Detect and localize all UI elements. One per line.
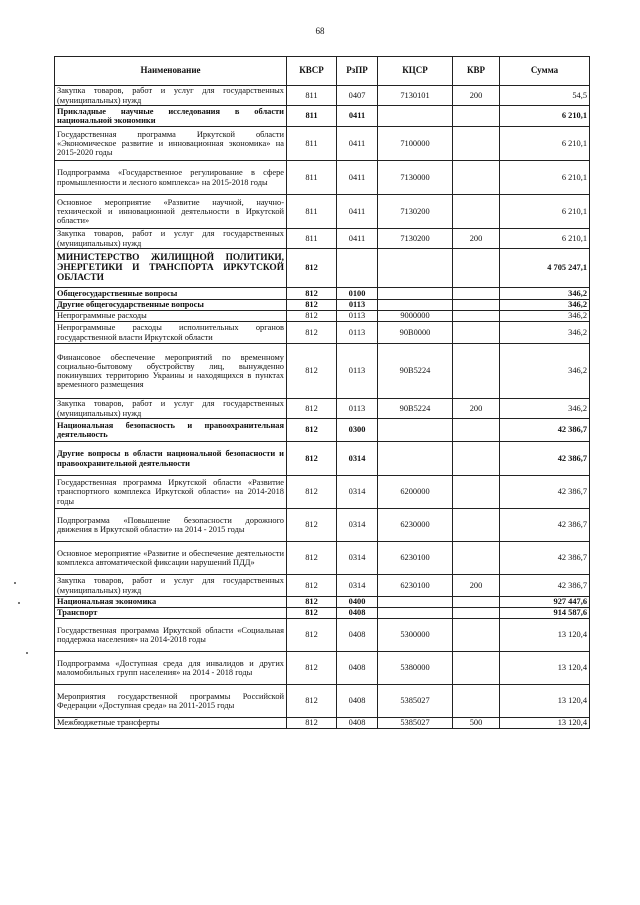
cell-sum: 346,2 bbox=[500, 399, 590, 419]
cell-kcsr bbox=[378, 419, 453, 442]
cell-kcsr: 90В5224 bbox=[378, 399, 453, 419]
cell-sum: 54,5 bbox=[500, 86, 590, 106]
cell-kvr bbox=[453, 476, 500, 509]
cell-sum: 914 587,6 bbox=[500, 608, 590, 619]
cell-sum: 346,2 bbox=[500, 322, 590, 344]
cell-rzpr: 0411 bbox=[337, 127, 378, 161]
cell-kvsr: 812 bbox=[287, 718, 337, 729]
cell-sum: 42 386,7 bbox=[500, 542, 590, 575]
cell-name: Непрограммные расходы исполнительных органов государственной власти Иркутской области bbox=[55, 322, 287, 344]
cell-sum: 13 120,4 bbox=[500, 619, 590, 652]
cell-name: Подпрограмма «Государственное регулирование в сфере промышленности и лесного комплекса» на 2015-2018 годы bbox=[55, 161, 287, 195]
cell-rzpr: 0314 bbox=[337, 575, 378, 597]
cell-rzpr: 0113 bbox=[337, 344, 378, 399]
cell-kcsr: 6230000 bbox=[378, 509, 453, 542]
cell-rzpr: 0408 bbox=[337, 685, 378, 718]
cell-kvsr: 812 bbox=[287, 249, 337, 288]
cell-kvsr: 812 bbox=[287, 685, 337, 718]
cell-kcsr: 5385027 bbox=[378, 685, 453, 718]
cell-rzpr bbox=[337, 249, 378, 288]
cell-rzpr: 0314 bbox=[337, 509, 378, 542]
cell-sum: 42 386,7 bbox=[500, 442, 590, 476]
header-sum: Сумма bbox=[500, 57, 590, 86]
cell-kvr bbox=[453, 288, 500, 300]
cell-kvr bbox=[453, 127, 500, 161]
table-row bbox=[55, 575, 590, 597]
cell-name: Другие вопросы в области национальной безопасности и правоохранительной деятельности bbox=[55, 442, 287, 476]
table-row bbox=[55, 86, 590, 106]
table-row bbox=[55, 195, 590, 229]
cell-rzpr: 0407 bbox=[337, 86, 378, 106]
cell-rzpr: 0300 bbox=[337, 419, 378, 442]
cell-name: Государственная программа Иркутской области «Экономическое развитие и инновационная экономика» на 2015-2020 годы bbox=[55, 127, 287, 161]
cell-name: Финансовое обеспечение мероприятий по временному социально-бытовому обустройству лиц, вынужденно покинувших территорию Украины и находящихся в пунктах временного размещения bbox=[55, 344, 287, 399]
cell-rzpr: 0408 bbox=[337, 652, 378, 685]
cell-kcsr: 90В5224 bbox=[378, 344, 453, 399]
cell-name: Межбюджетные трансферты bbox=[55, 718, 287, 729]
cell-kcsr bbox=[378, 597, 453, 608]
cell-rzpr: 0113 bbox=[337, 311, 378, 322]
cell-kvr bbox=[453, 608, 500, 619]
cell-sum: 6 210,1 bbox=[500, 127, 590, 161]
cell-kvr bbox=[453, 161, 500, 195]
cell-sum: 4 705 247,1 bbox=[500, 249, 590, 288]
table-row bbox=[55, 288, 590, 300]
cell-kvsr: 812 bbox=[287, 288, 337, 300]
cell-name: Национальная безопасность и правоохранительная деятельность bbox=[55, 419, 287, 442]
cell-name: Прикладные научные исследования в области национальной экономики bbox=[55, 106, 287, 127]
cell-sum: 42 386,7 bbox=[500, 476, 590, 509]
table-row bbox=[55, 476, 590, 509]
cell-name: Государственная программа Иркутской области «Развитие транспортного комплекса Иркутской области» на 2014-2018 годы bbox=[55, 476, 287, 509]
cell-name: Закупка товаров, работ и услуг для государственных (муниципальных) нужд bbox=[55, 229, 287, 249]
cell-kcsr bbox=[378, 288, 453, 300]
cell-name: Закупка товаров, работ и услуг для государственных (муниципальных) нужд bbox=[55, 86, 287, 106]
header-rzpr: РзПР bbox=[337, 57, 378, 86]
header-kvr: КВР bbox=[453, 57, 500, 86]
cell-kvr bbox=[453, 195, 500, 229]
table-row bbox=[55, 300, 590, 311]
cell-kvsr: 812 bbox=[287, 442, 337, 476]
cell-kvsr: 812 bbox=[287, 597, 337, 608]
cell-kcsr: 6200000 bbox=[378, 476, 453, 509]
cell-sum: 42 386,7 bbox=[500, 419, 590, 442]
cell-kcsr: 90В0000 bbox=[378, 322, 453, 344]
cell-kvsr: 811 bbox=[287, 195, 337, 229]
cell-kvsr: 812 bbox=[287, 476, 337, 509]
cell-kvsr: 812 bbox=[287, 311, 337, 322]
cell-kvr bbox=[453, 311, 500, 322]
cell-kcsr: 7130200 bbox=[378, 195, 453, 229]
cell-sum: 13 120,4 bbox=[500, 685, 590, 718]
cell-kvsr: 812 bbox=[287, 344, 337, 399]
cell-sum: 42 386,7 bbox=[500, 509, 590, 542]
cell-rzpr: 0411 bbox=[337, 161, 378, 195]
cell-kcsr: 7130200 bbox=[378, 229, 453, 249]
table-row bbox=[55, 311, 590, 322]
cell-kvr bbox=[453, 652, 500, 685]
scan-speck bbox=[26, 652, 28, 654]
cell-kvsr: 812 bbox=[287, 419, 337, 442]
page-number: 68 bbox=[315, 26, 325, 36]
cell-kvr bbox=[453, 419, 500, 442]
cell-kcsr: 7130000 bbox=[378, 161, 453, 195]
cell-rzpr: 0314 bbox=[337, 476, 378, 509]
cell-rzpr: 0113 bbox=[337, 322, 378, 344]
cell-kvsr: 811 bbox=[287, 161, 337, 195]
cell-sum: 6 210,1 bbox=[500, 106, 590, 127]
header-kvsr: КВСР bbox=[287, 57, 337, 86]
cell-name: Основное мероприятие «Развитие научной, научно-технической и инновационной деятельности в Иркутской области» bbox=[55, 195, 287, 229]
cell-kvr bbox=[453, 249, 500, 288]
table-row bbox=[55, 597, 590, 608]
cell-sum: 346,2 bbox=[500, 300, 590, 311]
cell-name: Общегосударственные вопросы bbox=[55, 288, 287, 300]
cell-rzpr: 0411 bbox=[337, 229, 378, 249]
table-row bbox=[55, 718, 590, 729]
cell-rzpr: 0408 bbox=[337, 619, 378, 652]
cell-rzpr: 0113 bbox=[337, 300, 378, 311]
cell-kvsr: 812 bbox=[287, 619, 337, 652]
cell-sum: 6 210,1 bbox=[500, 161, 590, 195]
cell-kvr: 200 bbox=[453, 229, 500, 249]
cell-kvsr: 812 bbox=[287, 399, 337, 419]
cell-rzpr: 0411 bbox=[337, 106, 378, 127]
cell-kcsr: 7130101 bbox=[378, 86, 453, 106]
cell-rzpr: 0408 bbox=[337, 608, 378, 619]
cell-name: МИНИСТЕРСТВО ЖИЛИЩНОЙ ПОЛИТИКИ, ЭНЕРГЕТИКИ И ТРАНСПОРТА ИРКУТСКОЙ ОБЛАСТИ bbox=[55, 249, 287, 288]
scan-speck bbox=[14, 582, 16, 584]
cell-name: Основное мероприятие «Развитие и обеспечение деятельности комплекса автоматической фиксации нарушений ПДД» bbox=[55, 542, 287, 575]
table-row bbox=[55, 161, 590, 195]
cell-kvsr: 812 bbox=[287, 509, 337, 542]
header-kcsr: КЦСР bbox=[378, 57, 453, 86]
cell-kcsr bbox=[378, 608, 453, 619]
cell-kvsr: 811 bbox=[287, 229, 337, 249]
cell-rzpr: 0314 bbox=[337, 542, 378, 575]
cell-sum: 13 120,4 bbox=[500, 652, 590, 685]
cell-kvsr: 812 bbox=[287, 652, 337, 685]
cell-kcsr bbox=[378, 442, 453, 476]
scan-speck bbox=[18, 602, 20, 604]
cell-sum: 346,2 bbox=[500, 311, 590, 322]
table-row bbox=[55, 322, 590, 344]
cell-kvsr: 812 bbox=[287, 575, 337, 597]
table-row bbox=[55, 442, 590, 476]
cell-kvsr: 811 bbox=[287, 127, 337, 161]
cell-kcsr: 7100000 bbox=[378, 127, 453, 161]
cell-kcsr: 9000000 bbox=[378, 311, 453, 322]
cell-kvr bbox=[453, 619, 500, 652]
table-row bbox=[55, 619, 590, 652]
cell-kvr bbox=[453, 300, 500, 311]
cell-kcsr bbox=[378, 300, 453, 311]
table-row bbox=[55, 509, 590, 542]
cell-rzpr: 0408 bbox=[337, 718, 378, 729]
table-header-row bbox=[55, 57, 590, 86]
cell-kcsr bbox=[378, 106, 453, 127]
table-row bbox=[55, 419, 590, 442]
table-row bbox=[55, 249, 590, 288]
cell-kvr bbox=[453, 344, 500, 399]
cell-kcsr: 6230100 bbox=[378, 575, 453, 597]
cell-kvr bbox=[453, 442, 500, 476]
cell-name: Подпрограмма «Доступная среда для инвалидов и других маломобильных групп населения» на 2014 - 2018 годы bbox=[55, 652, 287, 685]
cell-rzpr: 0100 bbox=[337, 288, 378, 300]
cell-sum: 42 386,7 bbox=[500, 575, 590, 597]
cell-rzpr: 0314 bbox=[337, 442, 378, 476]
cell-kvr: 500 bbox=[453, 718, 500, 729]
cell-name: Транспорт bbox=[55, 608, 287, 619]
cell-kvr bbox=[453, 685, 500, 718]
cell-name: Мероприятия государственной программы Российской Федерации «Доступная среда» на 2011-2015 годы bbox=[55, 685, 287, 718]
cell-kcsr: 5385027 bbox=[378, 718, 453, 729]
table-row bbox=[55, 127, 590, 161]
cell-kvr bbox=[453, 106, 500, 127]
cell-rzpr: 0400 bbox=[337, 597, 378, 608]
cell-kvr bbox=[453, 509, 500, 542]
cell-sum: 346,2 bbox=[500, 344, 590, 399]
cell-kvr: 200 bbox=[453, 575, 500, 597]
cell-sum: 6 210,1 bbox=[500, 229, 590, 249]
cell-kcsr bbox=[378, 249, 453, 288]
cell-name: Непрограммные расходы bbox=[55, 311, 287, 322]
cell-name: Национальная экономика bbox=[55, 597, 287, 608]
table-row bbox=[55, 685, 590, 718]
table-row bbox=[55, 608, 590, 619]
table-body bbox=[55, 86, 590, 729]
cell-kvsr: 812 bbox=[287, 322, 337, 344]
cell-name: Закупка товаров, работ и услуг для государственных (муниципальных) нужд bbox=[55, 575, 287, 597]
cell-sum: 13 120,4 bbox=[500, 718, 590, 729]
cell-sum: 6 210,1 bbox=[500, 195, 590, 229]
table-row bbox=[55, 542, 590, 575]
cell-sum: 346,2 bbox=[500, 288, 590, 300]
table-row bbox=[55, 652, 590, 685]
cell-name: Другие общегосударственные вопросы bbox=[55, 300, 287, 311]
header-name: Наименование bbox=[55, 57, 287, 86]
budget-table bbox=[54, 56, 590, 729]
cell-kcsr: 5300000 bbox=[378, 619, 453, 652]
cell-name: Подпрограмма «Повышение безопасности дорожного движения в Иркутской области» на 2014 - 2015 годы bbox=[55, 509, 287, 542]
cell-kvr: 200 bbox=[453, 86, 500, 106]
cell-kcsr: 5380000 bbox=[378, 652, 453, 685]
table-row bbox=[55, 399, 590, 419]
cell-kvsr: 811 bbox=[287, 106, 337, 127]
cell-name: Государственная программа Иркутской области «Социальная поддержка населения» на 2014-2018 годы bbox=[55, 619, 287, 652]
cell-kcsr: 6230100 bbox=[378, 542, 453, 575]
cell-rzpr: 0411 bbox=[337, 195, 378, 229]
cell-kvsr: 811 bbox=[287, 86, 337, 106]
cell-name: Закупка товаров, работ и услуг для государственных (муниципальных) нужд bbox=[55, 399, 287, 419]
cell-kvsr: 812 bbox=[287, 300, 337, 311]
table-row bbox=[55, 229, 590, 249]
cell-kvr: 200 bbox=[453, 399, 500, 419]
cell-kvr bbox=[453, 542, 500, 575]
cell-sum: 927 447,6 bbox=[500, 597, 590, 608]
cell-rzpr: 0113 bbox=[337, 399, 378, 419]
table-row bbox=[55, 344, 590, 399]
table-row bbox=[55, 106, 590, 127]
cell-kvsr: 812 bbox=[287, 608, 337, 619]
cell-kvsr: 812 bbox=[287, 542, 337, 575]
cell-kvr bbox=[453, 597, 500, 608]
cell-kvr bbox=[453, 322, 500, 344]
